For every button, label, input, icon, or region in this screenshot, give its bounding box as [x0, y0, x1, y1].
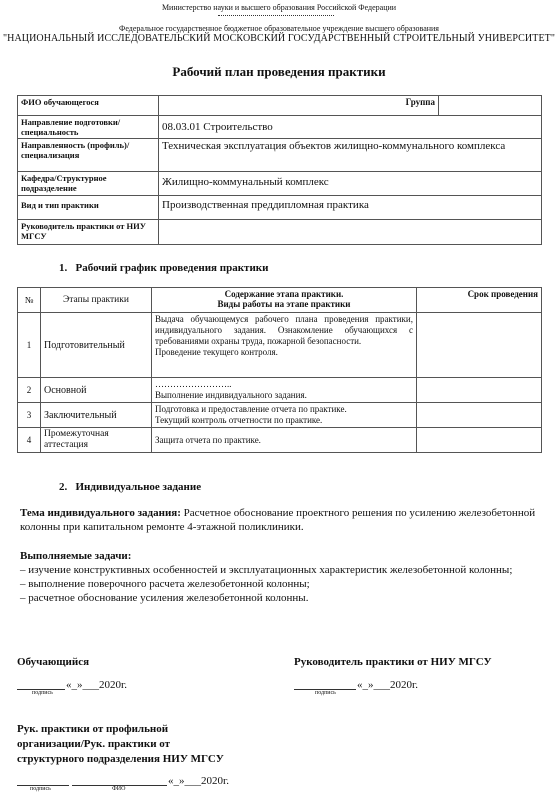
row-num: 2: [18, 378, 41, 403]
practice-value: Производственная преддипломная практика: [159, 196, 542, 220]
col-content-header-line1: Содержание этапа практики.: [224, 289, 344, 299]
schedule-table: [17, 287, 542, 453]
row-content-text: Выдача обучающемуся рабочего плана проведения практики, индивидуального задания. Ознакомление обучающихся с требованиями охраны труда, пожарной безопасности.: [155, 314, 413, 346]
task-heading-num: 2.: [59, 481, 68, 493]
table-row: [18, 428, 542, 453]
col-content-header: [152, 288, 417, 313]
list-item: – изучение конструктивных особенностей и эксплуатационных характеристик железобетонной колонны;: [20, 564, 513, 576]
profile-value: Техническая эксплуатация объектов жилищно-коммунального комплекса: [159, 139, 542, 172]
schedule-heading: [59, 262, 268, 274]
row-term: [417, 378, 542, 403]
info-row-profile: [18, 139, 542, 172]
row-term: [417, 403, 542, 428]
task-theme-label: Тема индивидуального задания:: [20, 507, 181, 519]
org-name-caption: ФИО: [112, 786, 126, 792]
row-num: 3: [18, 403, 41, 428]
row-stage: Основной: [41, 378, 152, 403]
supervisor-label: Руководитель практики от НИУ МГСУ: [18, 220, 159, 245]
info-table: [17, 95, 542, 245]
row-stage: Подготовительный: [41, 313, 152, 378]
supervisor-sign-label: Руководитель практики от НИУ МГСУ: [294, 656, 492, 668]
student-sign-date: «_»___2020г.: [66, 679, 128, 691]
row-stage: Заключительный: [41, 403, 152, 428]
table-row: [18, 378, 542, 403]
tasks-list: [20, 563, 542, 605]
row-content-text-2: Проведение текущего контроля.: [155, 347, 278, 357]
header-divider: [218, 15, 334, 16]
schedule-header-row: [18, 288, 542, 313]
row-num: 1: [18, 313, 41, 378]
table-row: [18, 403, 542, 428]
student-value: [159, 96, 393, 116]
info-row-supervisor: [18, 220, 542, 245]
row-content: [152, 428, 417, 453]
list-item: – выполнение поверочного расчета железобетонной колонны;: [20, 578, 310, 590]
page-title: Рабочий план проведения практики: [172, 64, 386, 79]
university-name: "НАЦИОНАЛЬНЫЙ ИССЛЕДОВАТЕЛЬСКИЙ МОСКОВСКИЙ ГОСУДАРСТВЕННЫЙ СТРОИТЕЛЬНЫЙ УНИВЕРСИТЕТ": [2, 33, 556, 44]
row-stage: Промежуточная аттестация: [41, 428, 152, 453]
direction-label: Направление подготовки/ специальность: [18, 116, 159, 139]
schedule-heading-text: Рабочий график проведения практики: [75, 262, 269, 274]
supervisor-value: [159, 220, 542, 245]
col-num-header: №: [18, 288, 41, 313]
tasks-label: Выполняемые задачи:: [20, 550, 132, 562]
row-content-text: ……………………..: [155, 379, 232, 389]
row-content-text-2: Выполнение индивидуального задания.: [155, 390, 307, 400]
col-content-header-line2: Виды работы на этапе практики: [217, 299, 351, 309]
institution-type: Федеральное государственное бюджетное образовательное учреждение высшего образования: [119, 24, 439, 33]
org-sign-label-3: структурного подразделения НИУ МГСУ: [17, 753, 224, 765]
col-term-header: Срок проведения: [417, 288, 542, 313]
schedule-heading-num: 1.: [59, 262, 68, 274]
table-row: [18, 313, 542, 378]
row-content-text: Защита отчета по практике.: [155, 434, 261, 445]
info-row-direction: [18, 116, 542, 139]
supervisor-sign-date: «_»___2020г.: [357, 679, 419, 691]
list-item: – расчетное обоснование усиления железобетонной колонны.: [20, 592, 309, 604]
org-sign-date: «_»___2020г.: [168, 775, 230, 787]
row-term: [417, 313, 542, 378]
department-label: Кафедра/Структурное подразделение: [18, 172, 159, 196]
info-row-student: [18, 96, 542, 116]
profile-label: Направленность (профиль)/ специализация: [18, 139, 159, 172]
supervisor-sign-caption: подпись: [315, 690, 336, 696]
task-theme-text: Расчетное обоснование проектного решения по усилению железобетонной колонны при капитальном ремонте 4-этажной поликлиники.: [20, 507, 536, 533]
practice-label: Вид и тип практики: [18, 196, 159, 220]
row-num: 4: [18, 428, 41, 453]
col-stage-header: Этапы практики: [41, 288, 152, 313]
row-content-text: Подготовка и предоставление отчета по практике.: [155, 404, 347, 414]
task-theme: [20, 506, 542, 534]
org-sign-caption: подпись: [30, 786, 51, 792]
row-content: [152, 313, 417, 378]
group-label: Группа: [392, 96, 439, 116]
row-content: [152, 378, 417, 403]
department-value: Жилищно-коммунальный комплекс: [159, 172, 542, 196]
row-content-text-2: Текущий контроль отчетности по практике.: [155, 415, 323, 425]
ministry-line: Министерство науки и высшего образования Российской Федерации: [161, 3, 397, 12]
row-term: [417, 428, 542, 453]
student-sign-label: Обучающийся: [17, 656, 90, 668]
task-heading-text: Индивидуальное задание: [75, 481, 202, 493]
student-label: ФИО обучающегося: [18, 96, 159, 116]
info-row-practice: [18, 196, 542, 220]
org-sign-label-2: организации/Рук. практики от: [17, 738, 171, 750]
row-content: [152, 403, 417, 428]
group-value: [439, 96, 542, 116]
direction-value: 08.03.01 Строительство: [159, 116, 542, 139]
org-sign-label-1: Рук. практики от профильной: [17, 723, 169, 735]
task-heading: [59, 481, 201, 493]
student-sign-caption: подпись: [32, 690, 53, 696]
info-row-department: [18, 172, 542, 196]
